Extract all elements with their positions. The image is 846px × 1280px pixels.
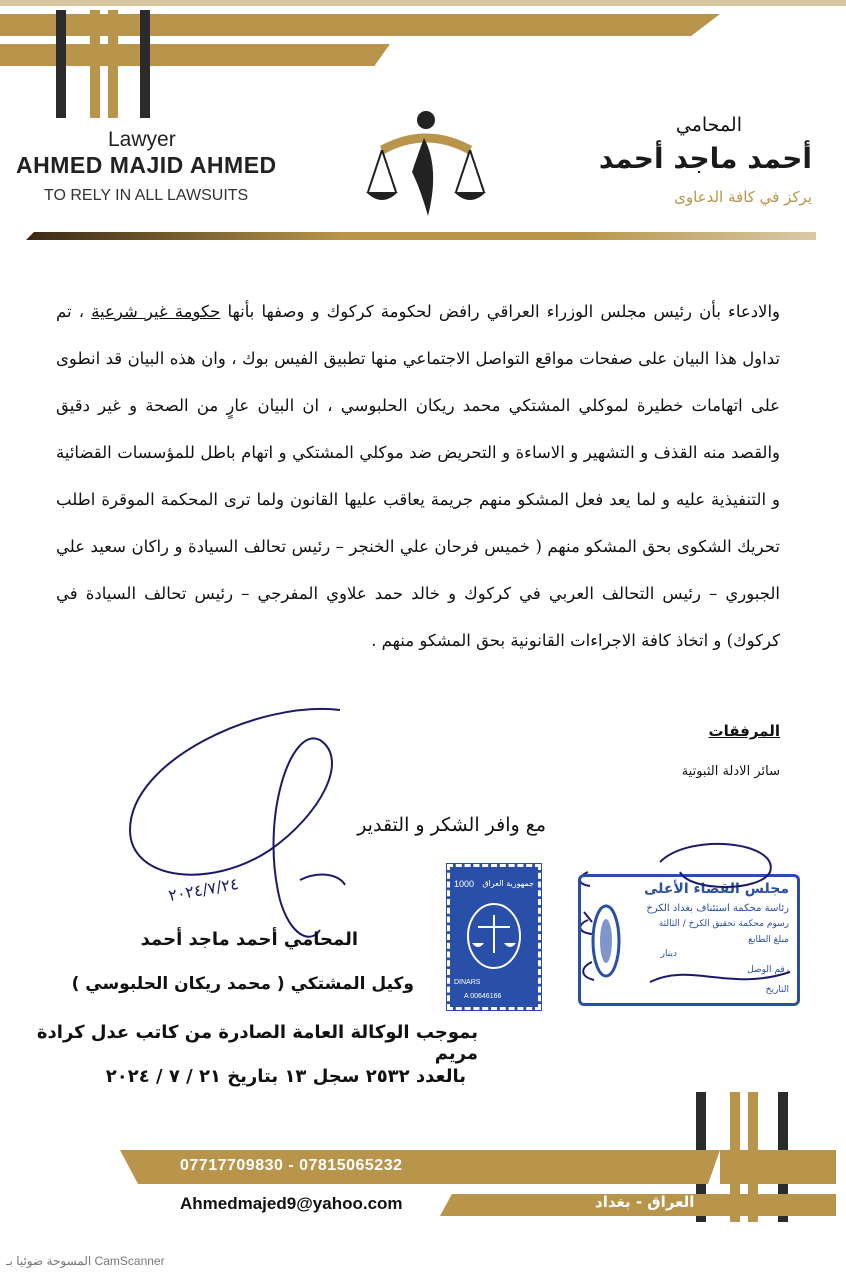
revenue-stamp-value: 1000 (454, 879, 475, 889)
lawyer-name-ar: أحمد ماجد أحمد (598, 142, 812, 175)
court-seal-line1: رئاسة محكمة استئناف بغداد الكرخ (646, 903, 789, 914)
footer-email: Ahmedmajed9@yahoo.com (180, 1194, 403, 1213)
lawyer-name-en: AHMED MAJID AHMED (16, 152, 277, 178)
lawyer-tagline-ar: يركز في كافة الدعاوى (674, 188, 812, 206)
court-seal-receipt-label: رقم الوصل (747, 965, 789, 975)
complaint-body (56, 288, 780, 664)
court-seal-oval-icon (591, 903, 621, 979)
revenue-stamp-country: جمهورية العراق (482, 879, 534, 888)
revenue-stamp (447, 864, 541, 1010)
signature-lawyer-name: المحامي أحمد ماجد أحمد (140, 929, 358, 950)
hash-logo-icon (48, 10, 168, 118)
camscanner-watermark: المسوحة ضوئيا بـ CamScanner (6, 1254, 165, 1268)
court-seal-signature-scribble (630, 832, 810, 1012)
court-seal-amount-label: مبلغ الطابع (748, 935, 789, 945)
footer-city: العراق - بغداد (595, 1193, 695, 1211)
signature-registration-line: بالعدد ٢٥٣٢ سجل ١٣ بتاريخ ٢١ / ٧ / ٢٠٢٤ (105, 1066, 466, 1087)
paragraph-part-1: والادعاء بأن رئيس مجلس الوزراء العراقي رافض لحكومة كركوك و وصفها بأنها (220, 302, 780, 321)
handwritten-signature (110, 700, 380, 950)
signature-authorization-line: بموجب الوكالة العامة الصادرة من كاتب عدل كرادة مريم (36, 1022, 478, 1064)
lawyer-title-ar: المحامي (675, 114, 742, 136)
footer-right-bar (720, 1150, 836, 1184)
scales-of-justice-icon (362, 108, 490, 226)
court-seal-currency: دينار (660, 949, 677, 959)
paragraph-part-3: ، تم تداول هذا البيان على صفحات مواقع التواصل الاجتماعي منها تطبيق الفيس بوك ، وان هذه البيان قد انطوى على اتهامات خطيرة لموكلي المشتكي محمد ريكان الحلبوسي ، ان البيان عارٍ من الصحة و غير دقيق والقصد منه القذف و التشهير و الاساءة و التحريض ضد موكلي المشتكي و اتهام باطل للمؤسسات القضائية و التنفيذية عليه و لما يعد فعل المشكو منهم جريمة يعاقب عليها القانون ولما ترى المحكمة الموقرة اطلب تحريك الشكوى بحق المشكو منهم ( خميس فرحان علي الخنجر – رئيس تحالف السيادة و راكان سعيد علي الجبوري – رئيس التحالف العربي في كركوك و خالد حمد علاوي المفرجي – رئيس تحالف السيادة في كركوك) و اتخاذ كافة الاجراءات القانونية بحق المشكو منهم . (56, 302, 780, 650)
revenue-stamp-currency: DINARS (454, 979, 481, 986)
court-seal-date-label: التاريخ (765, 985, 789, 995)
footer-phone-numbers: 07717709830 - 07815065232 (180, 1157, 403, 1174)
attachments-heading: المرفقات (708, 722, 780, 740)
court-seal-title: مجلس القضاء الأعلى (643, 881, 789, 897)
revenue-stamp-serial: A 00646166 (464, 993, 502, 1000)
court-seal-line2: رسوم محكمة تحقيق الكرخ / الثالثة (658, 919, 789, 929)
handwritten-number: ٢٠٢٤/٧/٢٤ (166, 873, 241, 906)
header-top-rule (0, 0, 846, 6)
lawyer-label-en: Lawyer (108, 128, 176, 151)
revenue-stamp-emblem-icon (464, 901, 524, 971)
attachments-item: سائر الادلة الثبوتية (681, 764, 780, 779)
closing-line: مع وافر الشكر و التقدير (357, 814, 546, 836)
signature-client-line: وكيل المشتكي ( محمد ريكان الحلبوسي ) (71, 974, 414, 994)
paragraph-underlined-phrase: حكومة غير شرعية (91, 302, 221, 321)
complaint-paragraph (56, 288, 780, 664)
lawyer-tagline-en: TO RELY IN ALL LAWSUITS (44, 187, 249, 204)
header-divider (26, 232, 816, 240)
